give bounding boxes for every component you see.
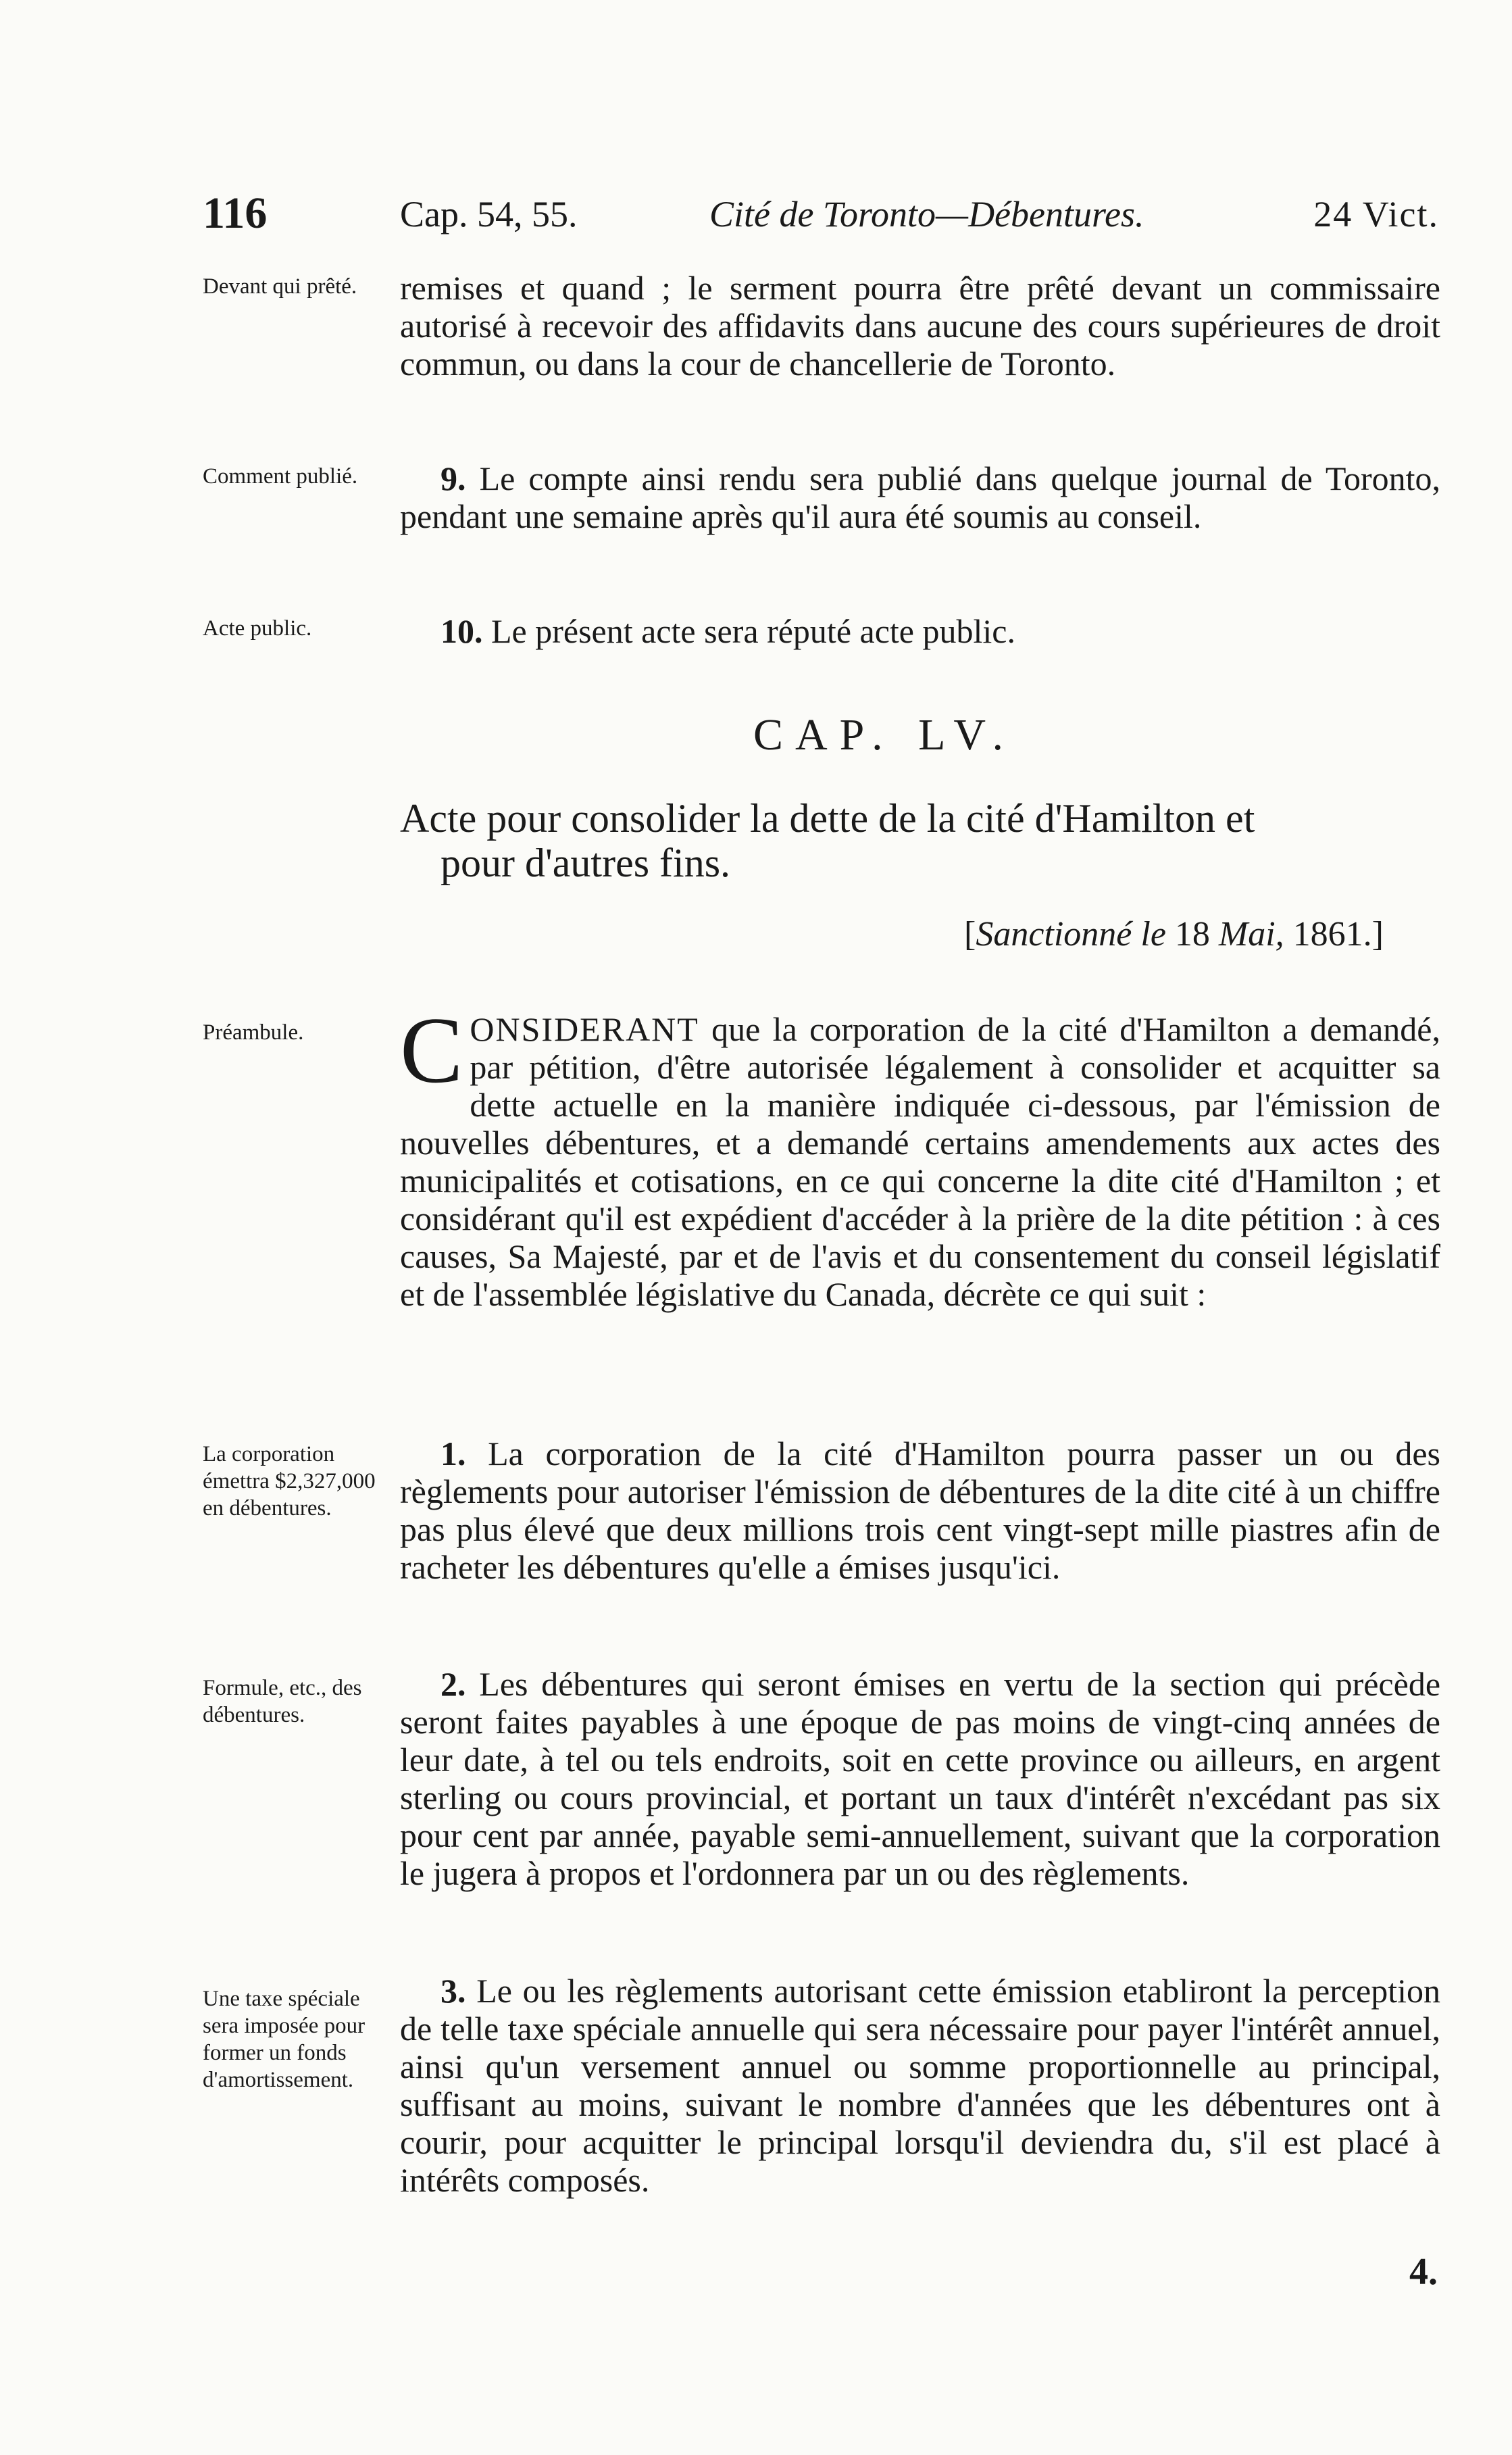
section-text: La corporation de la cité d'Hamilton pourra passer un ou des règlements pour autoriser l'émission de débentures de la dite cité à un chiffre pas plus élevé que deux millions trois cent vingt-sept mille piastres afin de racheter les débentures qu'elle a émises jusqu'ici.	[400, 1435, 1440, 1586]
sanction-label: Sanctionné le	[976, 915, 1166, 953]
margin-note-preambule: Préambule.	[203, 1020, 304, 1045]
margin-note-corporation: La corporation émettra $2,327,000 en débentures.	[203, 1442, 376, 1520]
preamble-text: que la corporation de la cité d'Hamilton a demandé, par pétition, d'être autorisée légalement à consolider et acquitter sa dette actuelle en la manière indiquée ci-dessous, par l'émission de nouvelles débentures, et a demandé certains amendements aux actes des municipalités et cotisations, en ce qui concerne la dite cité d'Hamilton ; et considérant qu'il est expédient d'accéder à la prière de la dite pétition : à ces causes, Sa Majesté, par et de l'avis et du consentement du conseil législatif et de l'assemblée législative du Canada, décrète ce qui suit :	[400, 1010, 1440, 1313]
section-text: Les débentures qui seront émises en vertu de la section qui précède seront faites payables à une époque de pas moins de vingt-cinq années de leur date, à tel ou tels endroits, soit en cette province ou ailleurs, en argent sterling ou cours provincial, et portant un taux d'intérêt n'excédant pas six pour cent par année, payable semi-annuellement, suivant que la corporation le jugera à propos et l'ordonnera par un ou des règlements.	[400, 1665, 1441, 1892]
sanction-date	[964, 914, 1384, 954]
margin-note-comment-publie: Comment publié.	[203, 464, 358, 489]
section-number: 9.	[440, 460, 466, 497]
page-number: 116	[203, 189, 268, 238]
margin-note-formule: Formule, etc., des débentures.	[203, 1676, 362, 1727]
section-2	[400, 1665, 1440, 1892]
running-title: Cité de Toronto—Débentures.	[709, 194, 1144, 234]
section-number: 1.	[440, 1435, 466, 1472]
act-title	[400, 796, 1440, 885]
catchword: 4.	[1409, 2251, 1438, 2293]
section-text: Le compte ainsi rendu sera publié dans quelque journal de Toronto, pendant une semaine après qu'il aura été soumis au conseil.	[400, 460, 1440, 535]
paragraph-continuation	[400, 269, 1440, 382]
running-header	[203, 188, 1439, 242]
preamble-lead: ONSIDERANT	[470, 1010, 699, 1048]
regnal-year: 24 Vict.	[1313, 194, 1439, 234]
margin-note-acte-public: Acte public.	[203, 616, 312, 641]
margin-note-devant-qui: Devant qui prêté.	[203, 274, 357, 299]
chapter-reference: Cap. 54, 55.	[400, 194, 578, 234]
act-title-line2: pour d'autres fins.	[440, 841, 731, 885]
sanction-month: Mai,	[1218, 915, 1284, 953]
section-number: 3.	[440, 1972, 466, 2010]
drop-cap: C	[400, 998, 463, 1103]
margin-note-taxe: Une taxe spéciale sera imposée pour former un fonds d'amortissement.	[203, 1987, 366, 2092]
section-text: Le présent acte sera réputé acte public.	[491, 612, 1015, 650]
sanction-bracket: [	[963, 915, 976, 953]
act-title-line1: Acte pour consolider la dette de la cité d'Hamilton et	[400, 796, 1255, 841]
section-10	[400, 612, 1440, 650]
section-3	[400, 1972, 1440, 2199]
section-number: 2.	[440, 1665, 466, 1703]
chapter-heading: CAP. LV.	[753, 710, 1015, 760]
sanction-year: 1861.]	[1292, 915, 1384, 953]
section-9	[400, 460, 1440, 535]
sanction-day: 18	[1174, 915, 1210, 953]
section-text: Le ou les règlements autorisant cette émission etabliront la perception de telle taxe spéciale annuelle qui sera nécessaire pour payer l'intérêt annuel, ainsi qu'un versement annuel ou somme proportionnelle au principal, suffisant au moins, suivant le nombre d'années que les débentures ont à courir, pour acquitter le principal lorsqu'il deviendra du, s'il est placé à intérêts composés.	[400, 1972, 1440, 2199]
section-number: 10.	[440, 612, 483, 650]
section-1	[400, 1435, 1440, 1586]
paragraph-text: remises et quand ; le serment pourra être prêté devant un commissaire autorisé à recevoir des affidavits dans aucune des cours supérieures de droit commun, ou dans la cour de chancellerie de Toronto.	[400, 269, 1440, 382]
preamble	[400, 998, 1440, 1313]
